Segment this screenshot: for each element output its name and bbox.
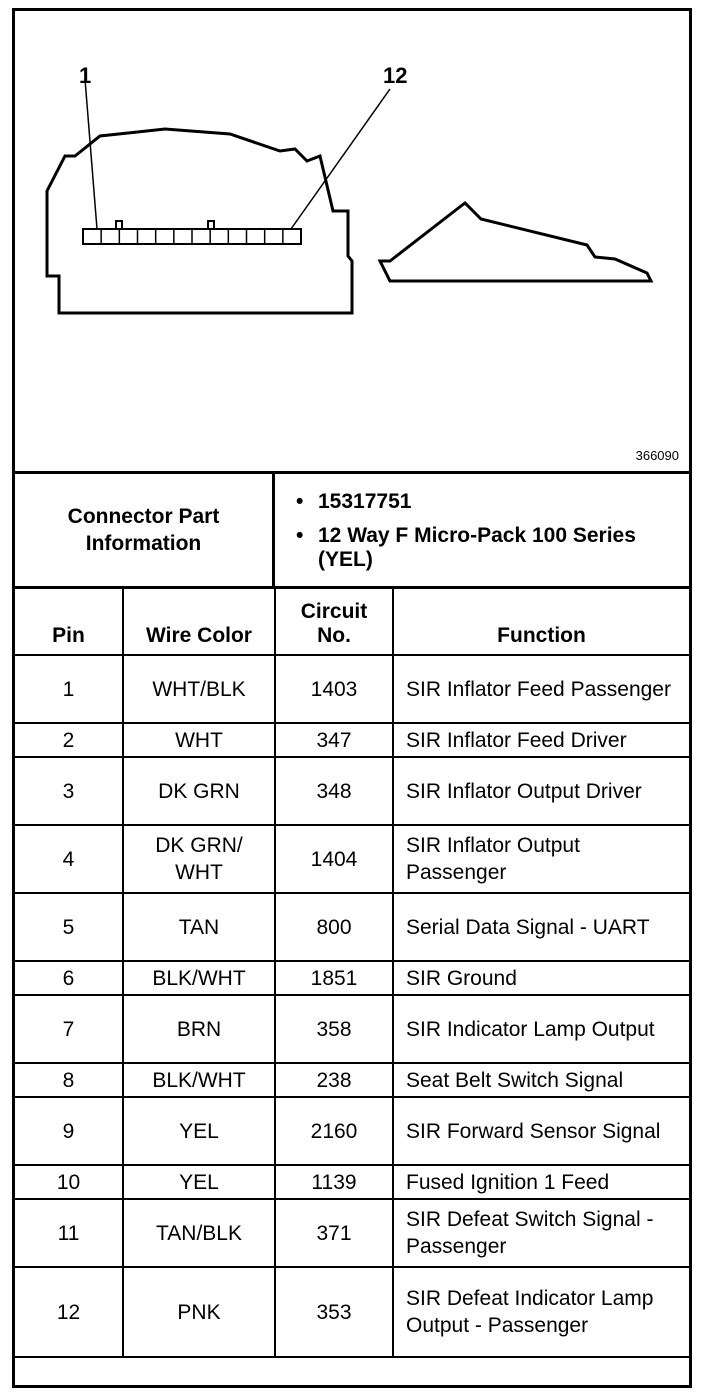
wire-color-cell: BLK/WHT xyxy=(123,961,275,995)
connector-illustration xyxy=(15,11,689,474)
pin-cell: 10 xyxy=(15,1165,123,1199)
callout-label-pin-1: 1 xyxy=(79,63,92,88)
circuit-number-cell: 347 xyxy=(275,723,393,757)
pin-cell: 12 xyxy=(15,1267,123,1357)
function-cell: SIR Defeat Switch Signal - Passenger xyxy=(393,1199,689,1267)
callout-label-pin-12: 12 xyxy=(383,63,408,88)
circuit-number-cell: 358 xyxy=(275,995,393,1063)
function-cell: SIR Ground xyxy=(393,961,689,995)
circuit-number-cell: 1139 xyxy=(275,1165,393,1199)
function-cell: Seat Belt Switch Signal xyxy=(393,1063,689,1097)
wire-color-cell: BLK/WHT xyxy=(123,1063,275,1097)
pin-cell: 2 xyxy=(15,723,123,757)
pin-cell: 1 xyxy=(15,655,123,723)
table-row xyxy=(15,961,689,995)
pin-cell: 7 xyxy=(15,995,123,1063)
function-cell: SIR Inflator Output Passenger xyxy=(393,825,689,893)
table-row xyxy=(15,757,689,825)
pin-cell: 9 xyxy=(15,1097,123,1165)
bullet-icon: • xyxy=(296,524,304,547)
bullet-icon: • xyxy=(296,490,304,513)
connector-info-values xyxy=(278,474,689,586)
pin-cell: 8 xyxy=(15,1063,123,1097)
function-cell: Fused Ignition 1 Feed xyxy=(393,1165,689,1199)
wire-color-cell: WHT/BLK xyxy=(123,655,275,723)
wire-color-cell: DK GRN/ WHT xyxy=(123,825,275,893)
latch-nub-right xyxy=(208,221,214,229)
pin-cell: 4 xyxy=(15,825,123,893)
wire-color-cell: YEL xyxy=(123,1097,275,1165)
pin-cell: 11 xyxy=(15,1199,123,1267)
connector-info-label: Connector Part Information xyxy=(15,474,275,586)
table-row xyxy=(15,1063,689,1097)
pin-cell: 5 xyxy=(15,893,123,961)
pin-cell: 6 xyxy=(15,961,123,995)
connector-drawing xyxy=(15,11,689,471)
wire-color-cell: TAN/BLK xyxy=(123,1199,275,1267)
circuit-number-cell: 238 xyxy=(275,1063,393,1097)
table-row xyxy=(15,655,689,723)
wire-color-cell: WHT xyxy=(123,723,275,757)
latch-nub-left xyxy=(116,221,122,229)
connector-body-outline xyxy=(47,129,352,313)
table-row xyxy=(15,893,689,961)
connector-type-item xyxy=(296,524,648,572)
header-function: Function xyxy=(393,589,689,655)
callout-line-1 xyxy=(85,79,97,229)
header-circuit-no: Circuit No. xyxy=(275,589,393,655)
circuit-number-cell: 1404 xyxy=(275,825,393,893)
wire-color-cell: TAN xyxy=(123,893,275,961)
circuit-number-cell: 371 xyxy=(275,1199,393,1267)
wire-color-cell: DK GRN xyxy=(123,757,275,825)
wire-color-cell: PNK xyxy=(123,1267,275,1357)
circuit-number-cell: 800 xyxy=(275,893,393,961)
figure-id: 366090 xyxy=(635,448,679,463)
part-number-item xyxy=(296,490,412,514)
wire-color-cell: BRN xyxy=(123,995,275,1063)
connector-part-info xyxy=(15,474,689,589)
table-header-row xyxy=(15,589,689,655)
circuit-number-cell: 353 xyxy=(275,1267,393,1357)
function-cell: SIR Defeat Indicator Lamp Output - Passenger xyxy=(393,1267,689,1357)
connector-side-profile xyxy=(380,203,651,281)
wire-color-cell: YEL xyxy=(123,1165,275,1199)
function-cell: Serial Data Signal - UART xyxy=(393,893,689,961)
pin-cell: 3 xyxy=(15,757,123,825)
circuit-number-cell: 348 xyxy=(275,757,393,825)
connector-document xyxy=(12,8,692,1388)
header-wire-color: Wire Color xyxy=(123,589,275,655)
table-row xyxy=(15,1199,689,1267)
part-number: 15317751 xyxy=(318,490,412,513)
pinout-table xyxy=(15,589,689,1358)
function-cell: SIR Inflator Feed Driver xyxy=(393,723,689,757)
table-row xyxy=(15,825,689,893)
connector-type: 12 Way F Micro-Pack 100 Series (YEL) xyxy=(318,524,636,571)
function-cell: SIR Inflator Output Driver xyxy=(393,757,689,825)
circuit-number-cell: 1851 xyxy=(275,961,393,995)
table-row xyxy=(15,995,689,1063)
function-cell: SIR Forward Sensor Signal xyxy=(393,1097,689,1165)
circuit-number-cell: 1403 xyxy=(275,655,393,723)
table-row xyxy=(15,723,689,757)
table-row xyxy=(15,1165,689,1199)
table-row xyxy=(15,1267,689,1357)
circuit-number-cell: 2160 xyxy=(275,1097,393,1165)
header-pin: Pin xyxy=(15,589,123,655)
function-cell: SIR Indicator Lamp Output xyxy=(393,995,689,1063)
table-row xyxy=(15,1097,689,1165)
function-cell: SIR Inflator Feed Passenger xyxy=(393,655,689,723)
